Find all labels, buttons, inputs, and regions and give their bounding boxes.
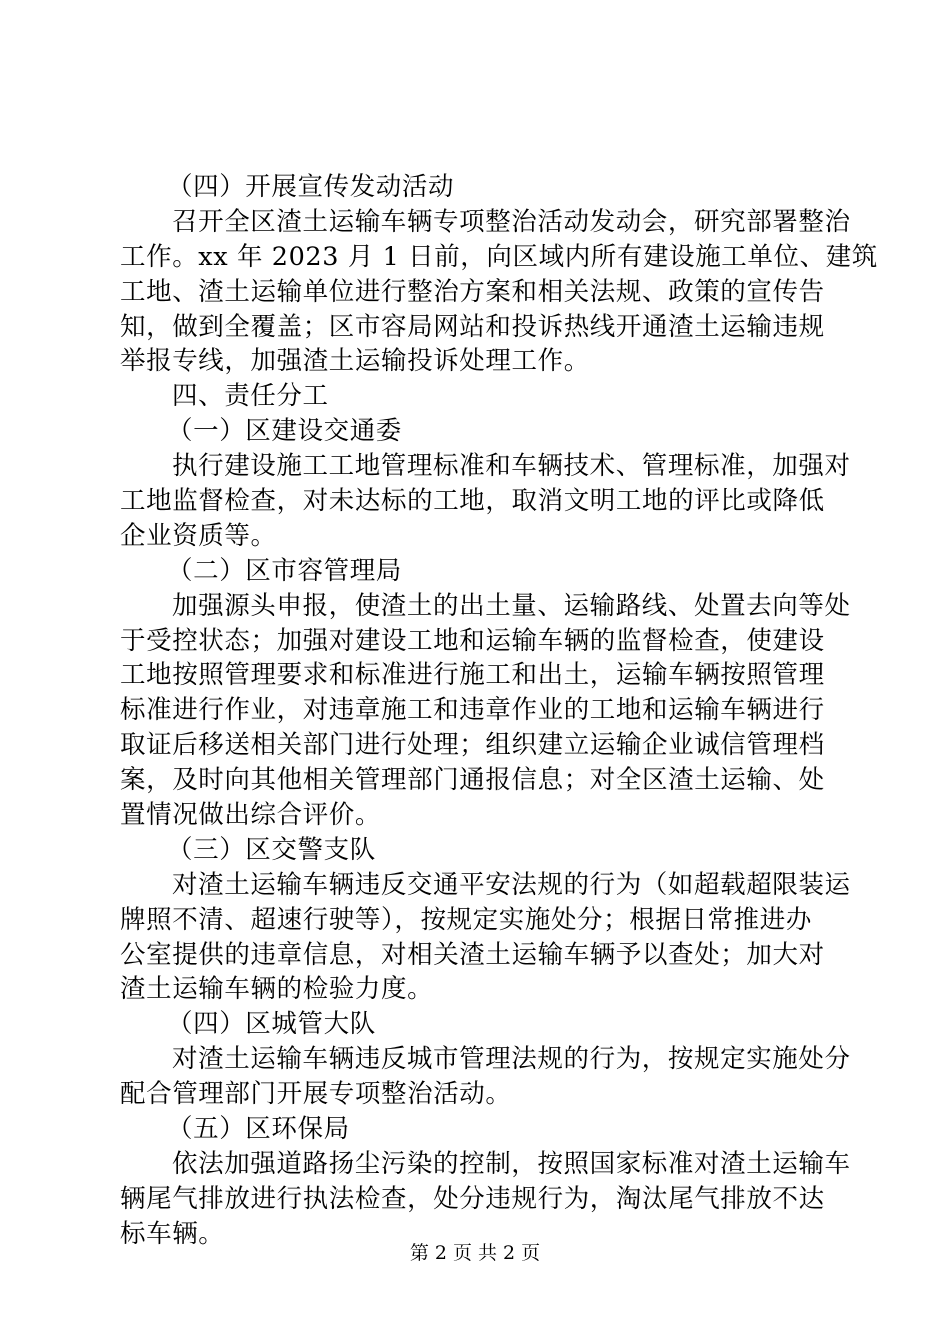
- section-heading: （五）区环保局: [167, 1114, 350, 1145]
- paragraph-line: 执行建设施工工地管理标准和车辆技术、管理标准，加强对: [172, 451, 851, 482]
- paragraph-line: 取证后移送相关部门进行处理；组织建立运输企业诚信管理档: [120, 730, 825, 761]
- paragraph-line: 依法加强道路扬尘污染的控制，按照国家标准对渣土运输车: [172, 1148, 851, 1179]
- paragraph-line: 工地按照管理要求和标准进行施工和出土，运输车辆按照管理: [120, 660, 825, 691]
- paragraph-line: 渣土运输车辆的检验力度。: [120, 974, 434, 1005]
- paragraph-line: 知，做到全覆盖；区市容局网站和投诉热线开通渣土运输违规: [120, 311, 825, 342]
- paragraph-line: 配合管理部门开展专项整治活动。: [120, 1079, 512, 1110]
- paragraph-line: 标车辆。: [120, 1218, 225, 1249]
- paragraph-line: 标准进行作业，对违章施工和违章作业的工地和运输车辆进行: [120, 695, 825, 726]
- paragraph-line: 对渣土运输车辆违反交通平安法规的行为（如超载超限装运: [172, 869, 851, 900]
- paragraph-line: 工作。xx 年 2023 月 1 日前，向区域内所有建设施工单位、建筑: [120, 241, 878, 272]
- paragraph-line: 工地、渣土运输单位进行整治方案和相关法规、政策的宣传告: [120, 276, 825, 307]
- paragraph-line: 企业资质等。: [120, 520, 277, 551]
- paragraph-line: 举报专线，加强渣土运输投诉处理工作。: [120, 346, 590, 377]
- paragraph-line: 加强源头申报，使渣土的出土量、运输路线、处置去向等处: [172, 590, 851, 621]
- section-heading: （四）区城管大队: [167, 1009, 376, 1040]
- section-heading: （三）区交警支队: [167, 834, 376, 865]
- page-footer: 第 2 页 共 2 页: [409, 1242, 541, 1264]
- paragraph-line: 牌照不清、超速行驶等），按规定实施处分；根据日常推进办: [120, 904, 812, 935]
- paragraph-line: 案，及时向其他相关管理部门通报信息；对全区渣土运输、处: [120, 765, 825, 796]
- section-heading: （四）开展宣传发动活动: [167, 172, 455, 202]
- section-heading: （一）区建设交通委: [167, 416, 402, 447]
- paragraph-line: 公室提供的违章信息，对相关渣土运输车辆予以查处；加大对: [120, 939, 825, 970]
- paragraph-line: 辆尾气排放进行执法检查，处分违规行为，淘汰尾气排放不达: [120, 1183, 825, 1214]
- paragraph-line: 召开全区渣土运输车辆专项整治活动发动会，研究部署整治: [172, 206, 851, 237]
- document-body: [120, 170, 878, 1252]
- paragraph-line: 对渣土运输车辆违反城市管理法规的行为，按规定实施处分: [172, 1044, 851, 1075]
- chapter-heading: 四、责任分工: [172, 381, 329, 412]
- paragraph-line: 工地监督检查，对未达标的工地，取消文明工地的评比或降低: [120, 486, 825, 517]
- paragraph-line: 置情况做出综合评价。: [120, 800, 382, 831]
- section-heading: （二）区市容管理局: [167, 555, 402, 586]
- paragraph-line: 于受控状态；加强对建设工地和运输车辆的监督检查，使建设: [120, 625, 825, 656]
